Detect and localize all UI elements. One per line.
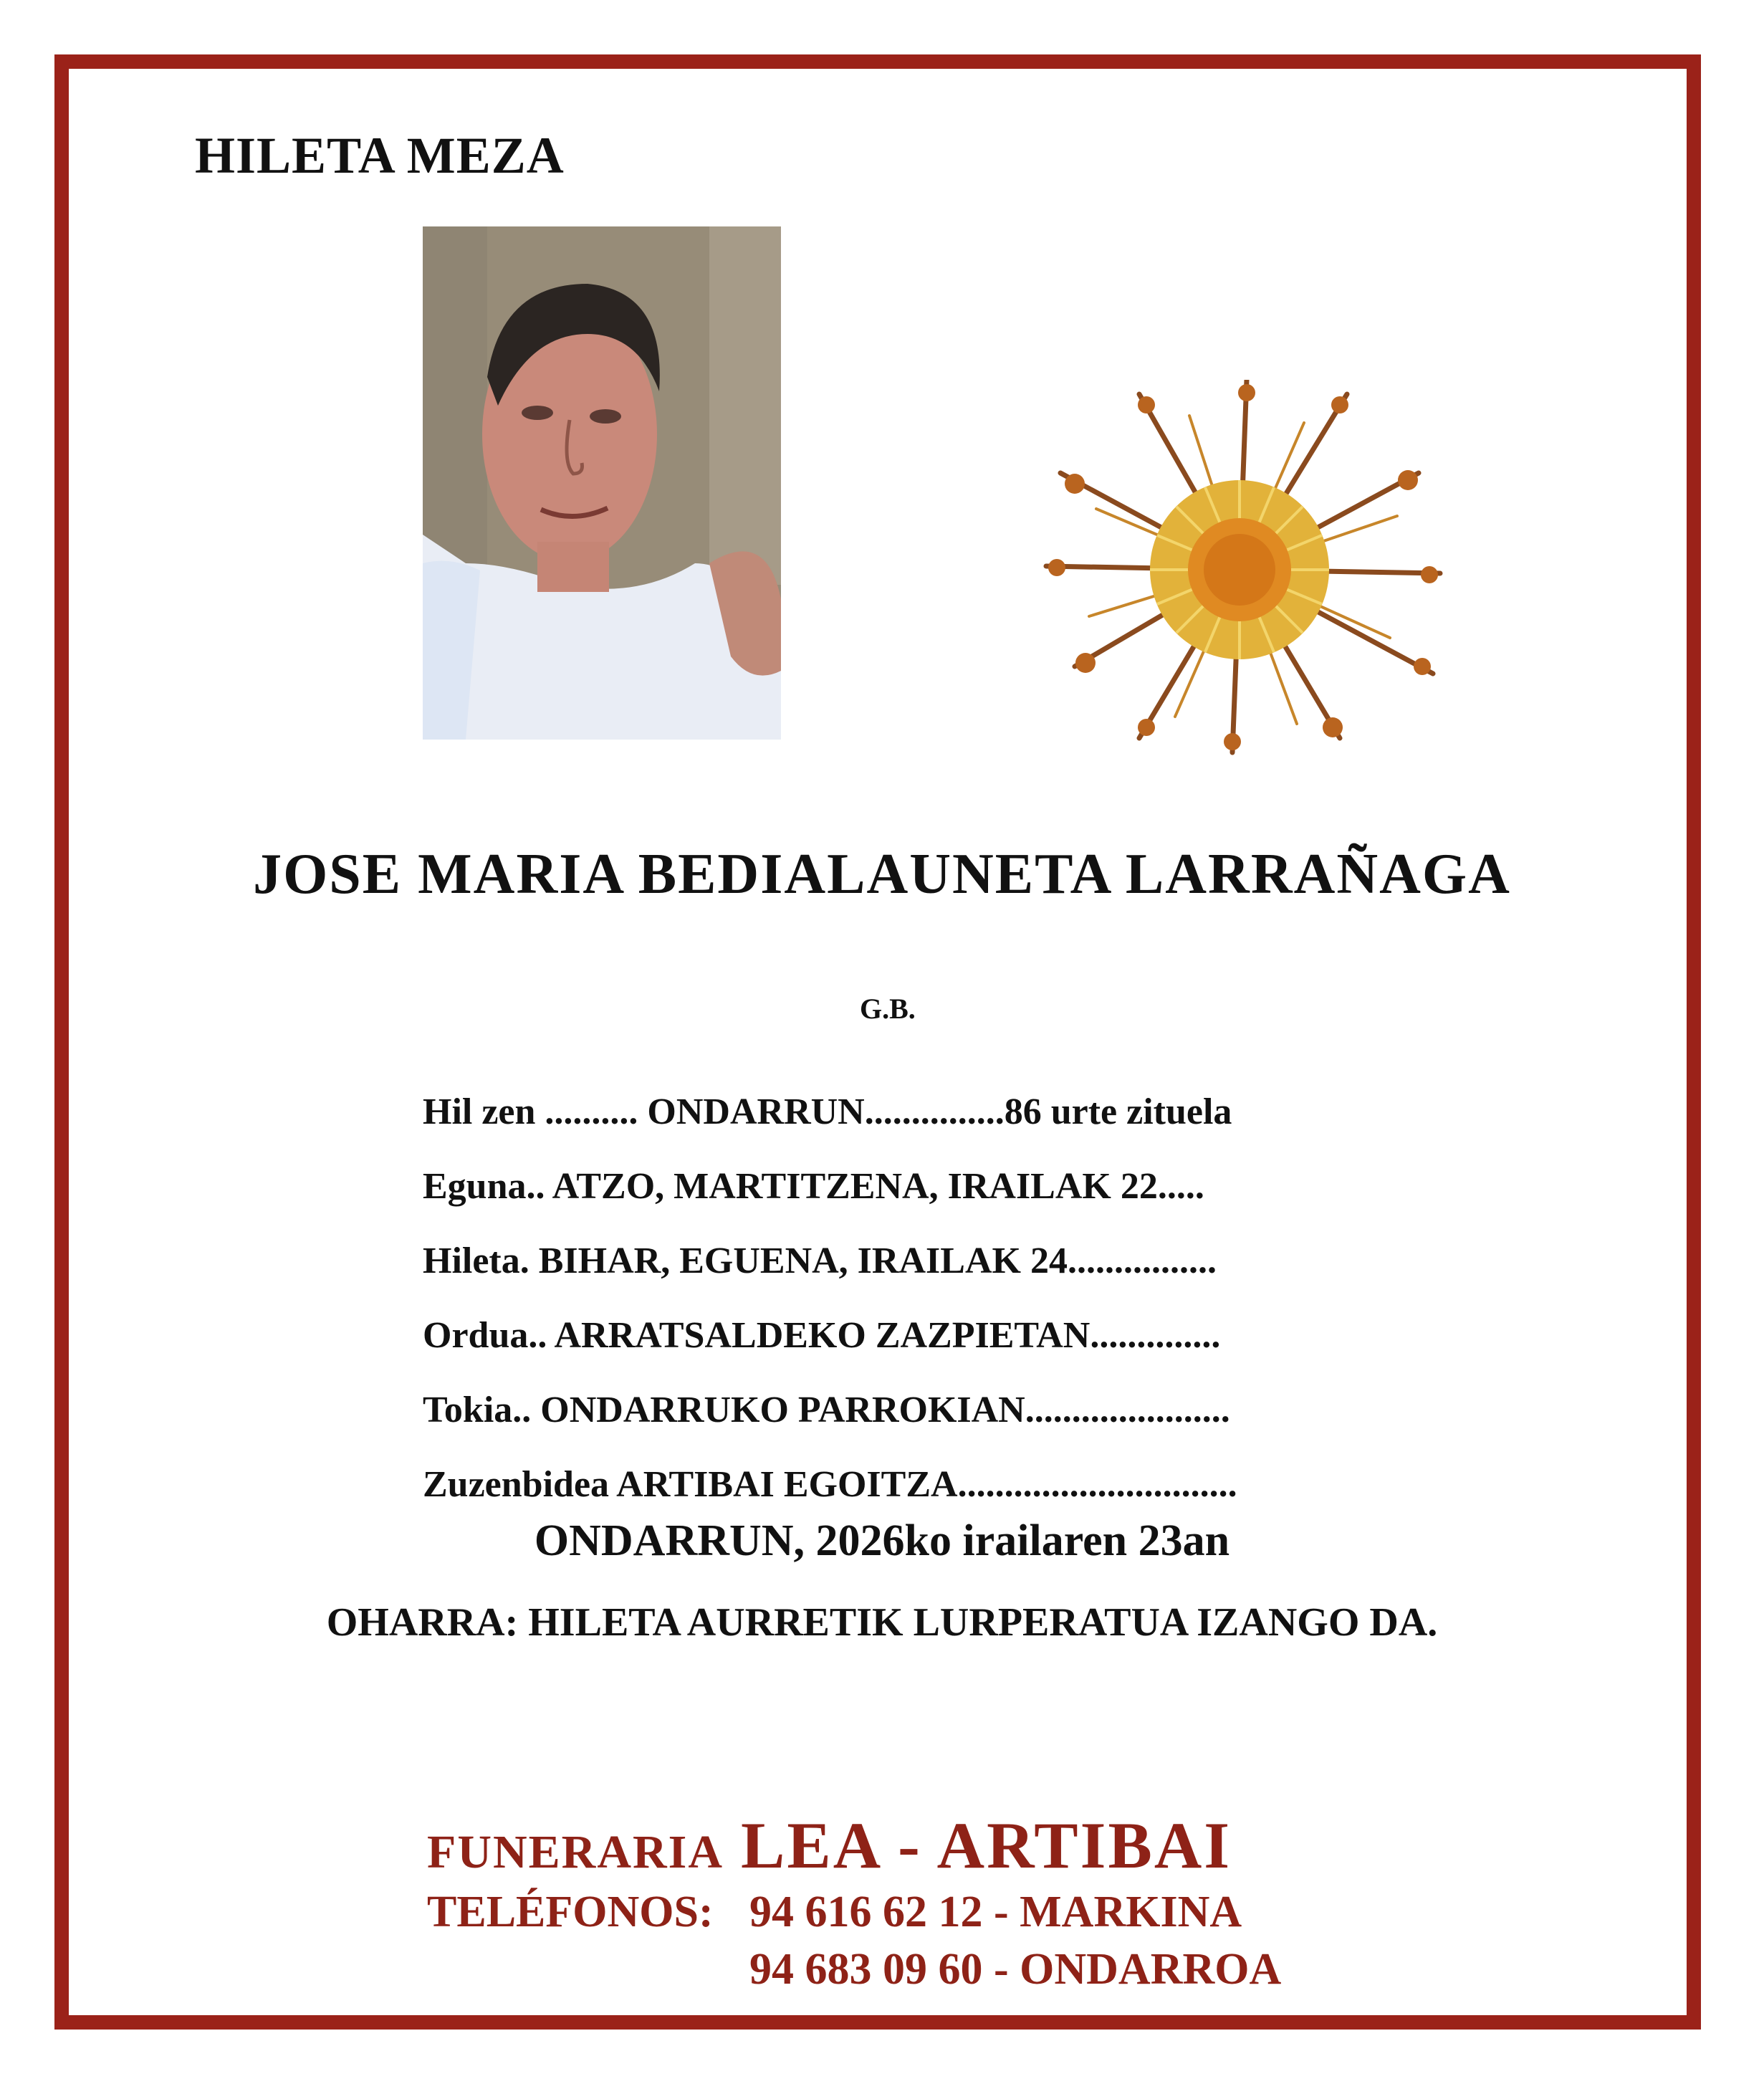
gb-abbreviation: G.B.	[860, 993, 916, 1025]
heading: HILETA MEZA	[195, 127, 565, 184]
page-border	[54, 54, 1701, 2030]
detail-row-time: Ordua.. ARRATSALDEKO ZAZPIETAN..............	[423, 1315, 1221, 1356]
detail-row-day: Eguna.. ATZO, MARTITZENA, IRAILAK 22.....	[423, 1166, 1204, 1207]
place-date: ONDARRUN, 2026ko irailaren 23an	[534, 1516, 1230, 1565]
phone-line-1	[427, 1883, 1281, 1941]
portrait-photo	[423, 226, 781, 740]
phones-label: TELÉFONOS:	[427, 1888, 714, 1936]
detail-row-place: Tokia.. ONDARRUKO PARROKIAN......................	[423, 1390, 1230, 1430]
funeral-home-name: LEA - ARTIBAI	[741, 1809, 1232, 1882]
thistle-flower-image	[1032, 380, 1447, 760]
detail-row-funeral: Hileta. BIHAR, EGUENA, IRAILAK 24................	[423, 1241, 1217, 1281]
deceased-name: JOSE MARIA BEDIALAUNETA LARRAÑAGA	[253, 843, 1511, 906]
funeral-home-label: FUNERARIA	[427, 1826, 724, 1878]
details-list	[423, 1075, 1368, 1522]
phone-line-2	[427, 1941, 1281, 1998]
phone-ondarroa: 94 683 09 60 - ONDARROA	[749, 1945, 1282, 1994]
detail-row-address: Zuzenbidea ARTIBAI EGOITZA..............................	[423, 1464, 1237, 1505]
phone-markina: 94 616 62 12 - MARKINA	[749, 1888, 1242, 1936]
note: OHARRA: HILETA AURRETIK LURPERATUA IZANGO DA.	[326, 1600, 1438, 1645]
funeral-home-phones	[427, 1883, 1281, 1998]
funeral-home-title	[427, 1807, 1232, 1883]
detail-row-death: Hil zen .......... ONDARRUN...............86 urte zituela	[423, 1091, 1232, 1132]
